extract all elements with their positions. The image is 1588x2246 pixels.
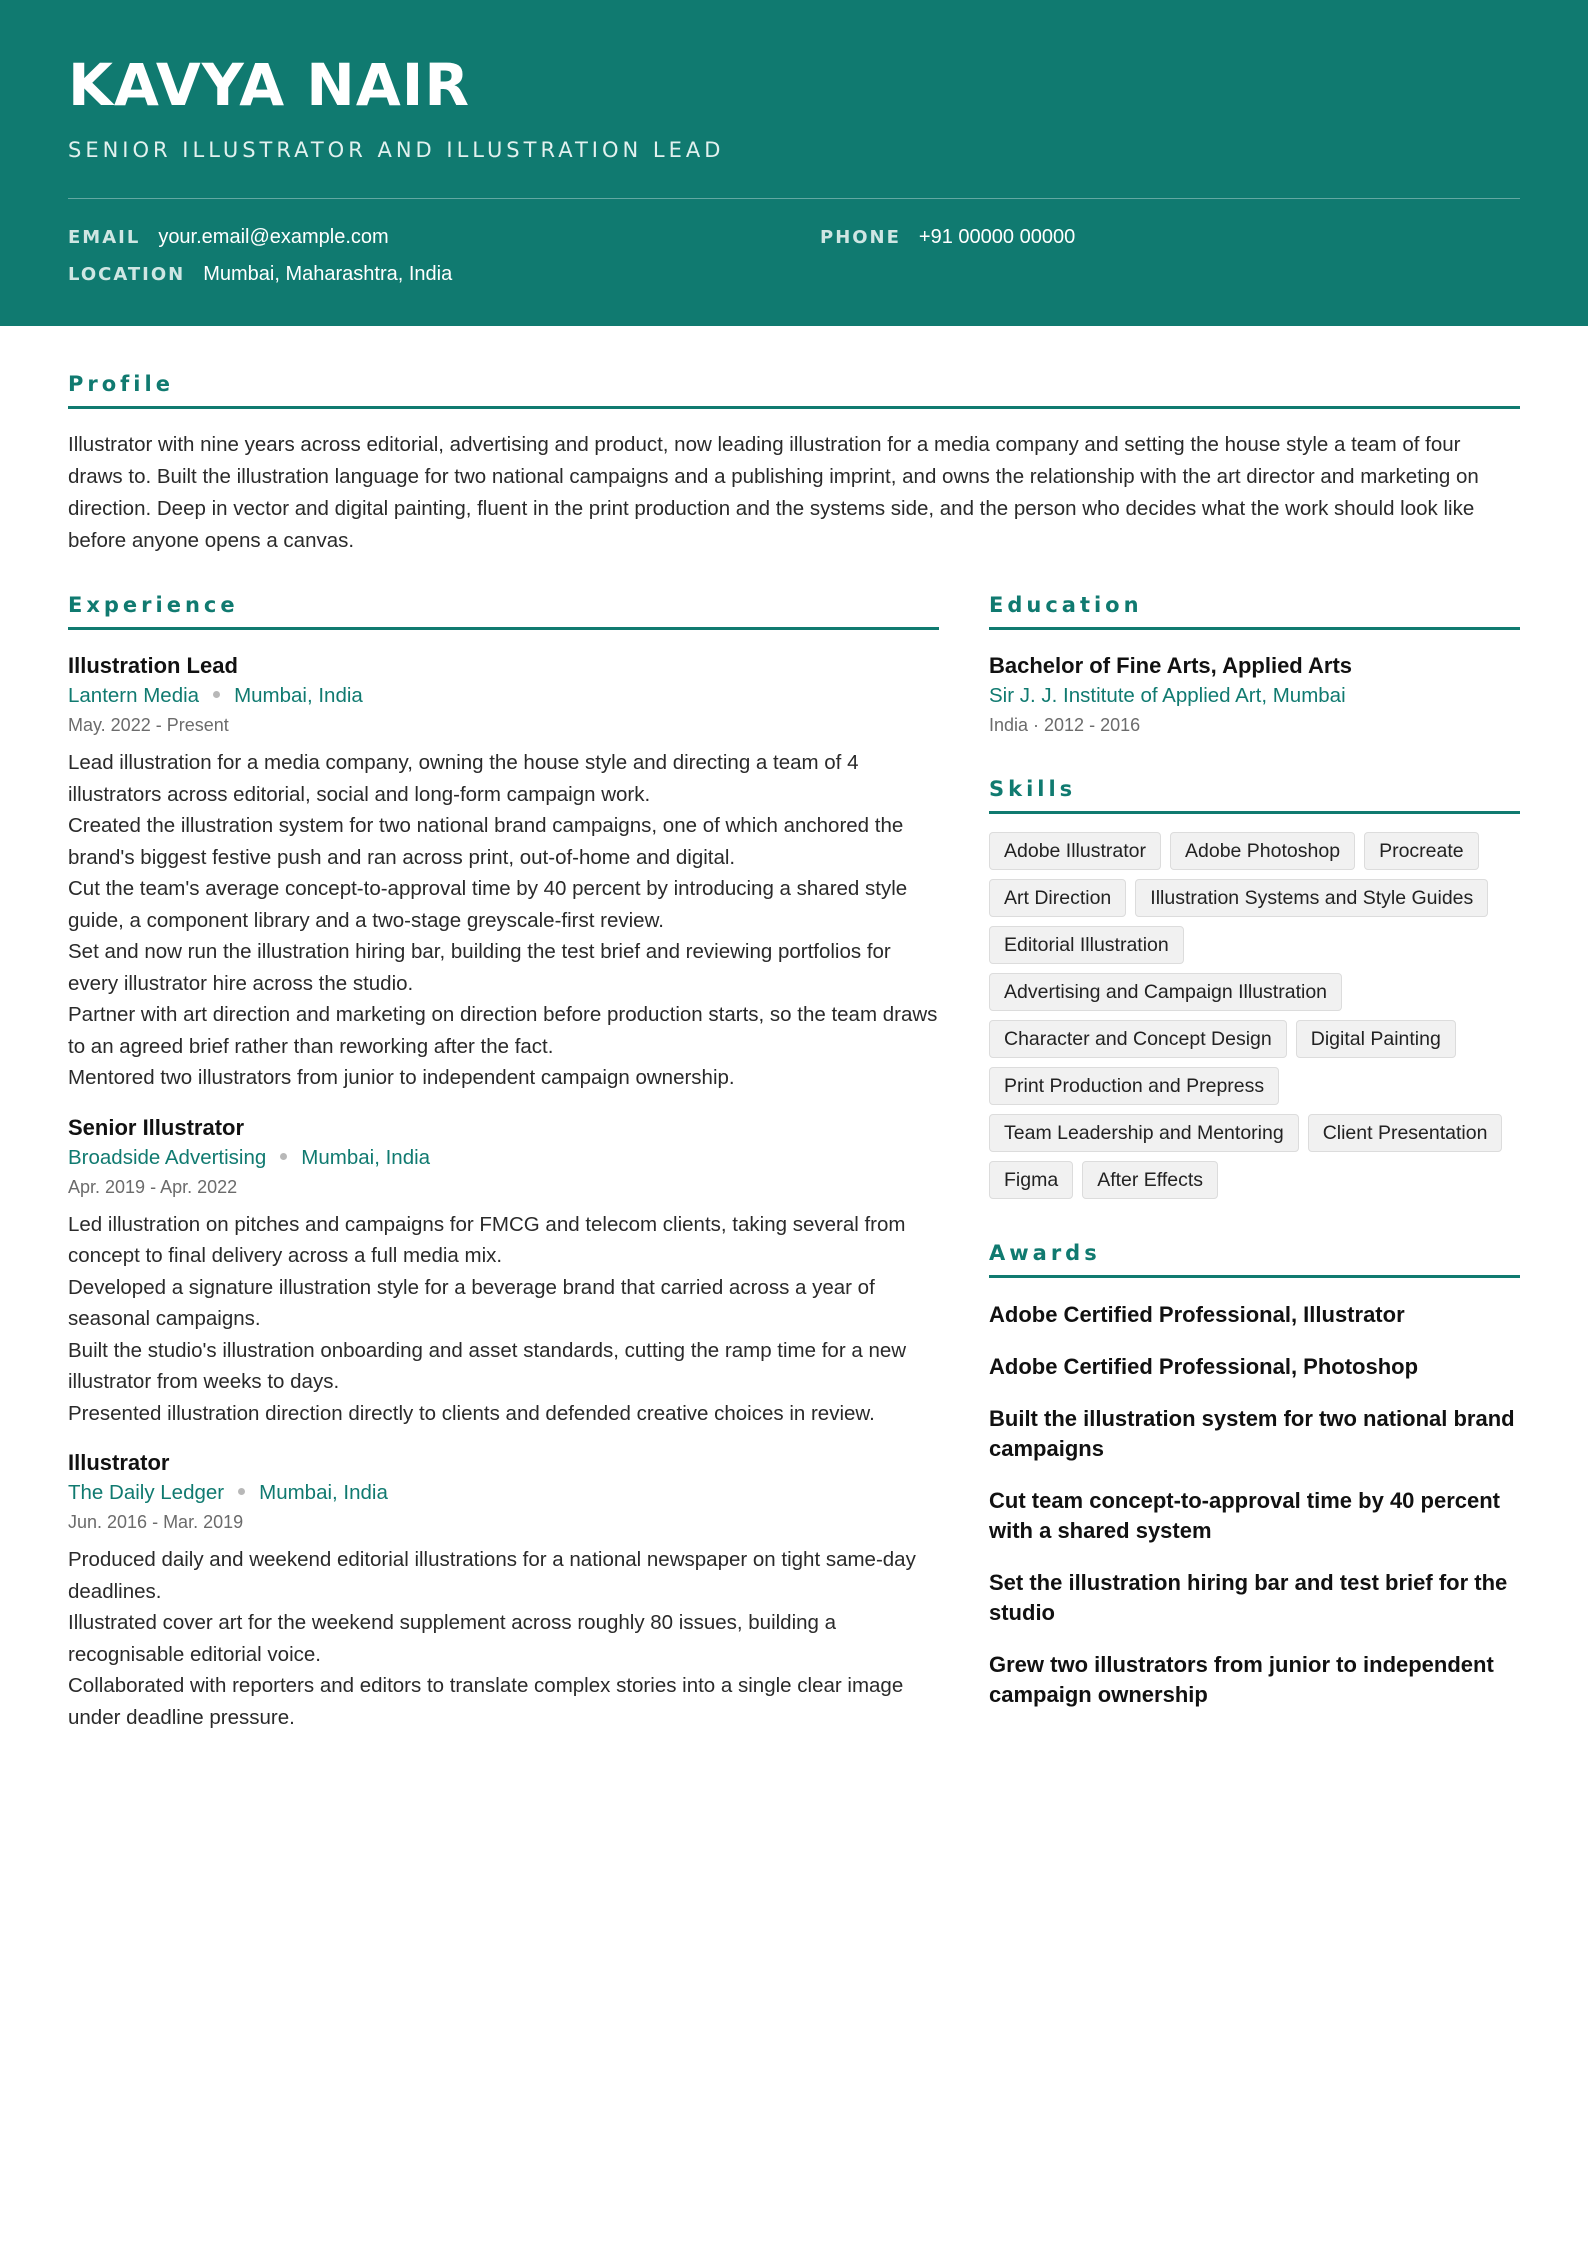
resume-header bbox=[0, 0, 1588, 326]
job-bullet: Collaborated with reporters and editors to translate complex stories into a single clear image under deadline pressure. bbox=[68, 1674, 904, 1729]
job-title: Illustration Lead bbox=[68, 653, 238, 678]
award-item: Built the illustration system for two national brand campaigns bbox=[989, 1406, 1515, 1461]
award-item: Adobe Certified Professional, Photoshop bbox=[989, 1354, 1419, 1379]
candidate-name: KAVYA NAIR bbox=[68, 51, 470, 119]
email-value[interactable]: your.email@example.com bbox=[158, 226, 389, 248]
job-dates: Apr. 2019 - Apr. 2022 bbox=[68, 1176, 238, 1197]
job-bullet: Developed a signature illustration style for a beverage brand that carried across a year of seasonal campaigns. bbox=[68, 1275, 875, 1330]
section-title-experience: Experience bbox=[68, 593, 939, 630]
section-title-education: Education bbox=[989, 593, 1520, 630]
contact-label: LOCATION bbox=[68, 264, 186, 285]
awards-list bbox=[989, 1300, 1520, 1710]
award-item: Grew two illustrators from junior to independent campaign ownership bbox=[989, 1652, 1494, 1707]
education-entry bbox=[989, 652, 1520, 737]
job-bullet: Set and now run the illustration hiring bar, building the test brief and reviewing portfolios for every illustrator hire across the studio. bbox=[68, 940, 891, 995]
awards-section bbox=[989, 1241, 1520, 1710]
skill-chip: Editorial Illustration bbox=[989, 926, 1184, 964]
education-meta: India · 2012 - 2016 bbox=[989, 715, 1141, 735]
job-bullet: Led illustration on pitches and campaigns for FMCG and telecom clients, taking several from concept to final delivery across a full media mix. bbox=[68, 1212, 906, 1267]
job-bullet: Mentored two illustrators from junior to independent campaign ownership. bbox=[68, 1066, 735, 1089]
job-meta bbox=[68, 1479, 939, 1507]
section-title-profile: Profile bbox=[68, 372, 1520, 409]
contact-label: PHONE bbox=[820, 227, 901, 248]
contact-location bbox=[68, 262, 820, 287]
job-entry bbox=[68, 652, 939, 1094]
contact-info bbox=[68, 225, 1520, 287]
job-company: The Daily Ledger bbox=[68, 1481, 225, 1504]
job-company: Broadside Advertising bbox=[68, 1145, 267, 1169]
skills-list bbox=[989, 832, 1520, 1199]
job-meta bbox=[68, 1144, 939, 1172]
skill-chip: Adobe Photoshop bbox=[1170, 832, 1355, 870]
contact-phone bbox=[820, 225, 1520, 250]
sidebar-column bbox=[989, 593, 1520, 1733]
award-item: Set the illustration hiring bar and test brief for the studio bbox=[989, 1570, 1508, 1625]
job-location: Mumbai, India bbox=[301, 1145, 431, 1169]
job-bullet: Presented illustration direction directly to clients and defended creative choices in review. bbox=[68, 1401, 875, 1425]
job-title: Senior Illustrator bbox=[68, 1114, 245, 1140]
skill-chip: After Effects bbox=[1082, 1161, 1218, 1199]
skill-chip: Digital Painting bbox=[1296, 1020, 1456, 1058]
candidate-tagline: SENIOR ILLUSTRATOR AND ILLUSTRATION LEAD bbox=[68, 138, 725, 162]
skill-chip: Adobe Illustrator bbox=[989, 832, 1161, 870]
job-bullet: Cut the team's average concept-to-approval time by 40 percent by introducing a shared style guide, a component library and a two-stage greyscale-first review. bbox=[68, 877, 908, 932]
job-meta bbox=[68, 682, 939, 710]
skill-chip: Print Production and Prepress bbox=[989, 1067, 1279, 1105]
award-item: Adobe Certified Professional, Illustrator bbox=[989, 1302, 1405, 1327]
contact-email bbox=[68, 225, 820, 250]
profile-section bbox=[68, 372, 1520, 557]
job-location: Mumbai, India bbox=[234, 684, 363, 707]
award-item: Cut team concept-to-approval time by 40 percent with a shared system bbox=[989, 1488, 1500, 1543]
job-bullet: Created the illustration system for two national brand campaigns, one of which anchored the brand's biggest festive push and ran across print, out-of-home and digital. bbox=[68, 814, 904, 869]
skill-chip: Character and Concept Design bbox=[989, 1020, 1287, 1058]
job-location: Mumbai, India bbox=[259, 1481, 388, 1504]
job-bullet: Lead illustration for a media company, owning the house style and directing a team of 4 illustrators across editorial, social and long-form campaign work. bbox=[68, 751, 859, 806]
job-dates: Jun. 2016 - Mar. 2019 bbox=[68, 1512, 244, 1532]
job-bullet: Illustrated cover art for the weekend supplement across roughly 80 issues, building a recognisable editorial voice. bbox=[68, 1611, 837, 1666]
job-bullet: Produced daily and weekend editorial illustrations for a national newspaper on tight same-day deadlines. bbox=[68, 1548, 916, 1603]
job-bullet: Built the studio's illustration onboarding and asset standards, cutting the ramp time for a new illustrator from weeks to days. bbox=[68, 1338, 907, 1393]
job-title: Illustrator bbox=[68, 1450, 170, 1475]
job-bullet: Partner with art direction and marketing on direction before production starts, so the team draws to an agreed brief rather than reworking after the fact. bbox=[68, 1003, 938, 1058]
job-bullets bbox=[68, 747, 939, 1094]
profile-summary: Illustrator with nine years across editorial, advertising and product, now leading illustration for a media company and setting the house style a team of four draws to. Built the illustration language for two national campaigns and a publishing imprint, and owns the relationship with the art director and marketing on direction. Deep in vector and digital painting, fluent in the print production and the systems side, and the person who decides what the work should look like before anyone opens a canvas. bbox=[68, 433, 1479, 552]
resume-body bbox=[0, 372, 1588, 1733]
separator-dot bbox=[280, 1153, 287, 1160]
separator-dot bbox=[213, 691, 220, 698]
separator-dot bbox=[238, 1488, 245, 1495]
skill-chip: Figma bbox=[989, 1161, 1073, 1199]
phone-value[interactable]: +91 00000 00000 bbox=[918, 226, 1076, 248]
skill-chip: Art Direction bbox=[989, 879, 1126, 917]
experience-section bbox=[68, 593, 939, 1733]
skill-chip: Procreate bbox=[1364, 832, 1479, 870]
skills-section bbox=[989, 777, 1520, 1199]
skill-chip: Illustration Systems and Style Guides bbox=[1135, 879, 1488, 917]
job-entry bbox=[68, 1449, 939, 1733]
skill-chip: Advertising and Campaign Illustration bbox=[989, 973, 1342, 1011]
header-divider bbox=[68, 198, 1520, 199]
job-company: Lantern Media bbox=[68, 684, 200, 707]
degree: Bachelor of Fine Arts, Applied Arts bbox=[989, 653, 1353, 678]
job-dates: May. 2022 - Present bbox=[68, 715, 229, 735]
school: Sir J. J. Institute of Applied Art, Mumbai bbox=[989, 684, 1346, 707]
education-section bbox=[989, 593, 1520, 737]
job-bullets bbox=[68, 1544, 939, 1733]
location-value: Mumbai, Maharashtra, India bbox=[203, 263, 453, 285]
contact-label: EMAIL bbox=[68, 227, 141, 248]
two-column-layout bbox=[68, 593, 1520, 1733]
skill-chip: Team Leadership and Mentoring bbox=[989, 1114, 1299, 1152]
skill-chip: Client Presentation bbox=[1308, 1114, 1503, 1152]
job-entry bbox=[68, 1114, 939, 1430]
job-bullets bbox=[68, 1209, 939, 1430]
section-title-skills: Skills bbox=[989, 777, 1520, 814]
section-title-awards: Awards bbox=[989, 1241, 1520, 1278]
